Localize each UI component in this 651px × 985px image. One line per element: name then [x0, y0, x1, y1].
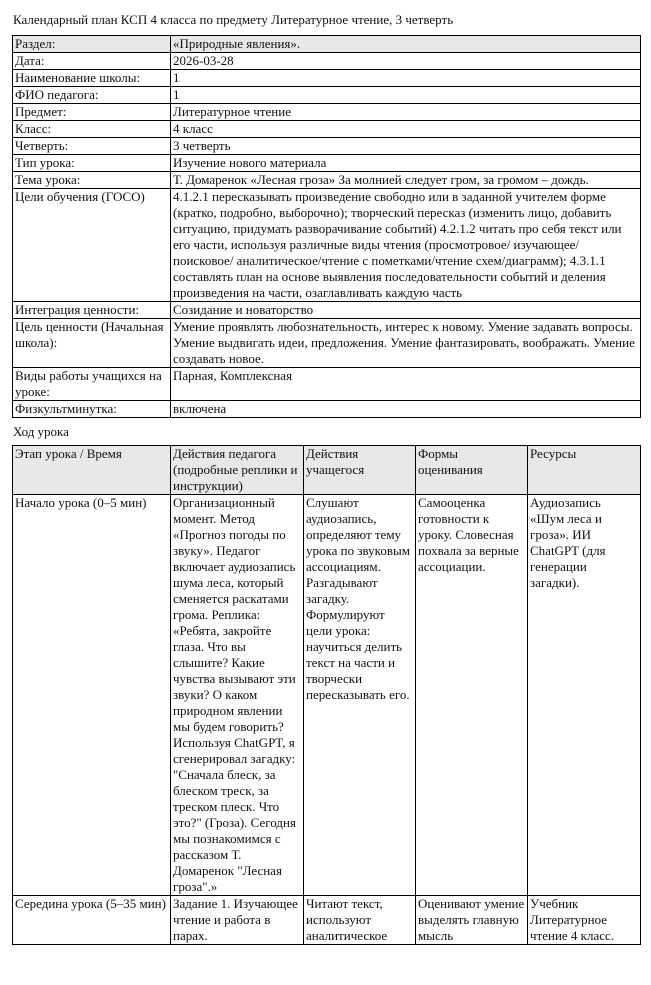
info-key: Предмет: [13, 104, 171, 121]
info-value: 3 четверть [171, 138, 641, 155]
info-value: Литературное чтение [171, 104, 641, 121]
info-value: 1 [171, 87, 641, 104]
info-key: ФИО педагога: [13, 87, 171, 104]
info-key: Дата: [13, 53, 171, 70]
info-row [13, 368, 641, 401]
info-key: Класс: [13, 121, 171, 138]
info-value: Умение проявлять любознательность, интерес к новому. Умение задавать вопросы. Умение выдвигать идеи, предложения. Умение фантазировать, воображать. Умение создавать новое. [171, 319, 641, 368]
info-key: Раздел: [13, 36, 171, 53]
column-header: Действия учащегося [304, 446, 416, 495]
resources-cell: Аудиозапись «Шум леса и гроза». ИИ ChatGPT (для генерации загадки). [528, 495, 641, 896]
table-header-row [13, 446, 641, 495]
table-row [13, 896, 641, 945]
info-row [13, 104, 641, 121]
assessment-cell: Оценивают умение выделять главную мысль [416, 896, 528, 945]
teacher-actions-cell: Организационный момент. Метод «Прогноз погоды по звуку». Педагог включает аудиозапись шума леса, который сменяется раскатами грома. Реплика: «Ребята, закройте глаза. Что вы слышите? Какие чувства вызывают эти звуки? О каком природном явлении мы будем говорить? Используя ChatGPT, я сгенерировал загадку: "Сначала блеск, за блеском треск, за треском плеск. Что это?" (Гроза). Сегодня мы познакомимся с рассказом Т. Домаренок "Лесная гроза".» [171, 495, 304, 896]
student-actions-cell: Слушают аудиозапись, определяют тему урока по звуковым ассоциациям. Разгадывают загадку. Формулируют цели урока: научиться делить текст на части и творчески пересказывать его. [304, 495, 416, 896]
info-row [13, 319, 641, 368]
lesson-flow-table [12, 445, 641, 945]
info-value: «Природные явления». [171, 36, 641, 53]
info-value: Созидание и новаторство [171, 302, 641, 319]
info-key: Наименование школы: [13, 70, 171, 87]
table-row [13, 495, 641, 896]
student-actions-cell: Читают текст, используют аналитическое [304, 896, 416, 945]
info-row [13, 53, 641, 70]
info-value: 4.1.2.1 пересказывать произведение свободно или в заданной учителем форме (кратко, подробно, выборочно); творческий пересказ (изменить лицо, добавить ситуацию, придумать разворачивание событий) 4.2.1.2 читать про себя текст или его части, используя различные виды чтения (просмотровое/ изучающее/поисковое/ аналитическое/чтение с пометками/чтение схем/диаграмм); 4.3.1.1 составлять план на основе выявления последовательности событий и деления произведения на части, озаглавливать каждую часть [171, 189, 641, 302]
info-row [13, 70, 641, 87]
column-header: Ресурсы [528, 446, 641, 495]
info-value: включена [171, 401, 641, 418]
info-row [13, 172, 641, 189]
info-row [13, 155, 641, 172]
column-header: Этап урока / Время [13, 446, 171, 495]
column-header: Формы оценивания [416, 446, 528, 495]
info-key: Виды работы учащихся на уроке: [13, 368, 171, 401]
info-key: Физкультминутка: [13, 401, 171, 418]
page-title: Календарный план КСП 4 класса по предмету Литературное чтение, 3 четверть [13, 12, 454, 27]
info-key: Тема урока: [13, 172, 171, 189]
info-row [13, 401, 641, 418]
info-value: Т. Домаренок «Лесная гроза» За молнией следует гром, за громом – дождь. [171, 172, 641, 189]
info-row [13, 36, 641, 53]
info-row [13, 302, 641, 319]
info-value: 4 класс [171, 121, 641, 138]
info-value: 1 [171, 70, 641, 87]
teacher-actions-cell: Задание 1. Изучающее чтение и работа в парах. [171, 896, 304, 945]
info-key: Цели обучения (ГОСО) [13, 189, 171, 302]
info-key: Четверть: [13, 138, 171, 155]
column-header: Действия педагога (подробные реплики и инструкции) [171, 446, 304, 495]
info-row [13, 138, 641, 155]
section-heading: Ход урока [13, 424, 69, 439]
resources-cell: Учебник Литературное чтение 4 класс. [528, 896, 641, 945]
info-value: Парная, Комплексная [171, 368, 641, 401]
info-value: Изучение нового материала [171, 155, 641, 172]
info-key: Цель ценности (Начальная школа): [13, 319, 171, 368]
stage-cell: Начало урока (0–5 мин) [13, 495, 171, 896]
lesson-info-table [12, 35, 641, 418]
info-row [13, 121, 641, 138]
info-row [13, 87, 641, 104]
assessment-cell: Самооценка готовности к уроку. Словесная похвала за верные ассоциации. [416, 495, 528, 896]
info-value: 2026-03-28 [171, 53, 641, 70]
info-row [13, 189, 641, 302]
info-key: Интеграция ценности: [13, 302, 171, 319]
info-key: Тип урока: [13, 155, 171, 172]
stage-cell: Середина урока (5–35 мин) [13, 896, 171, 945]
